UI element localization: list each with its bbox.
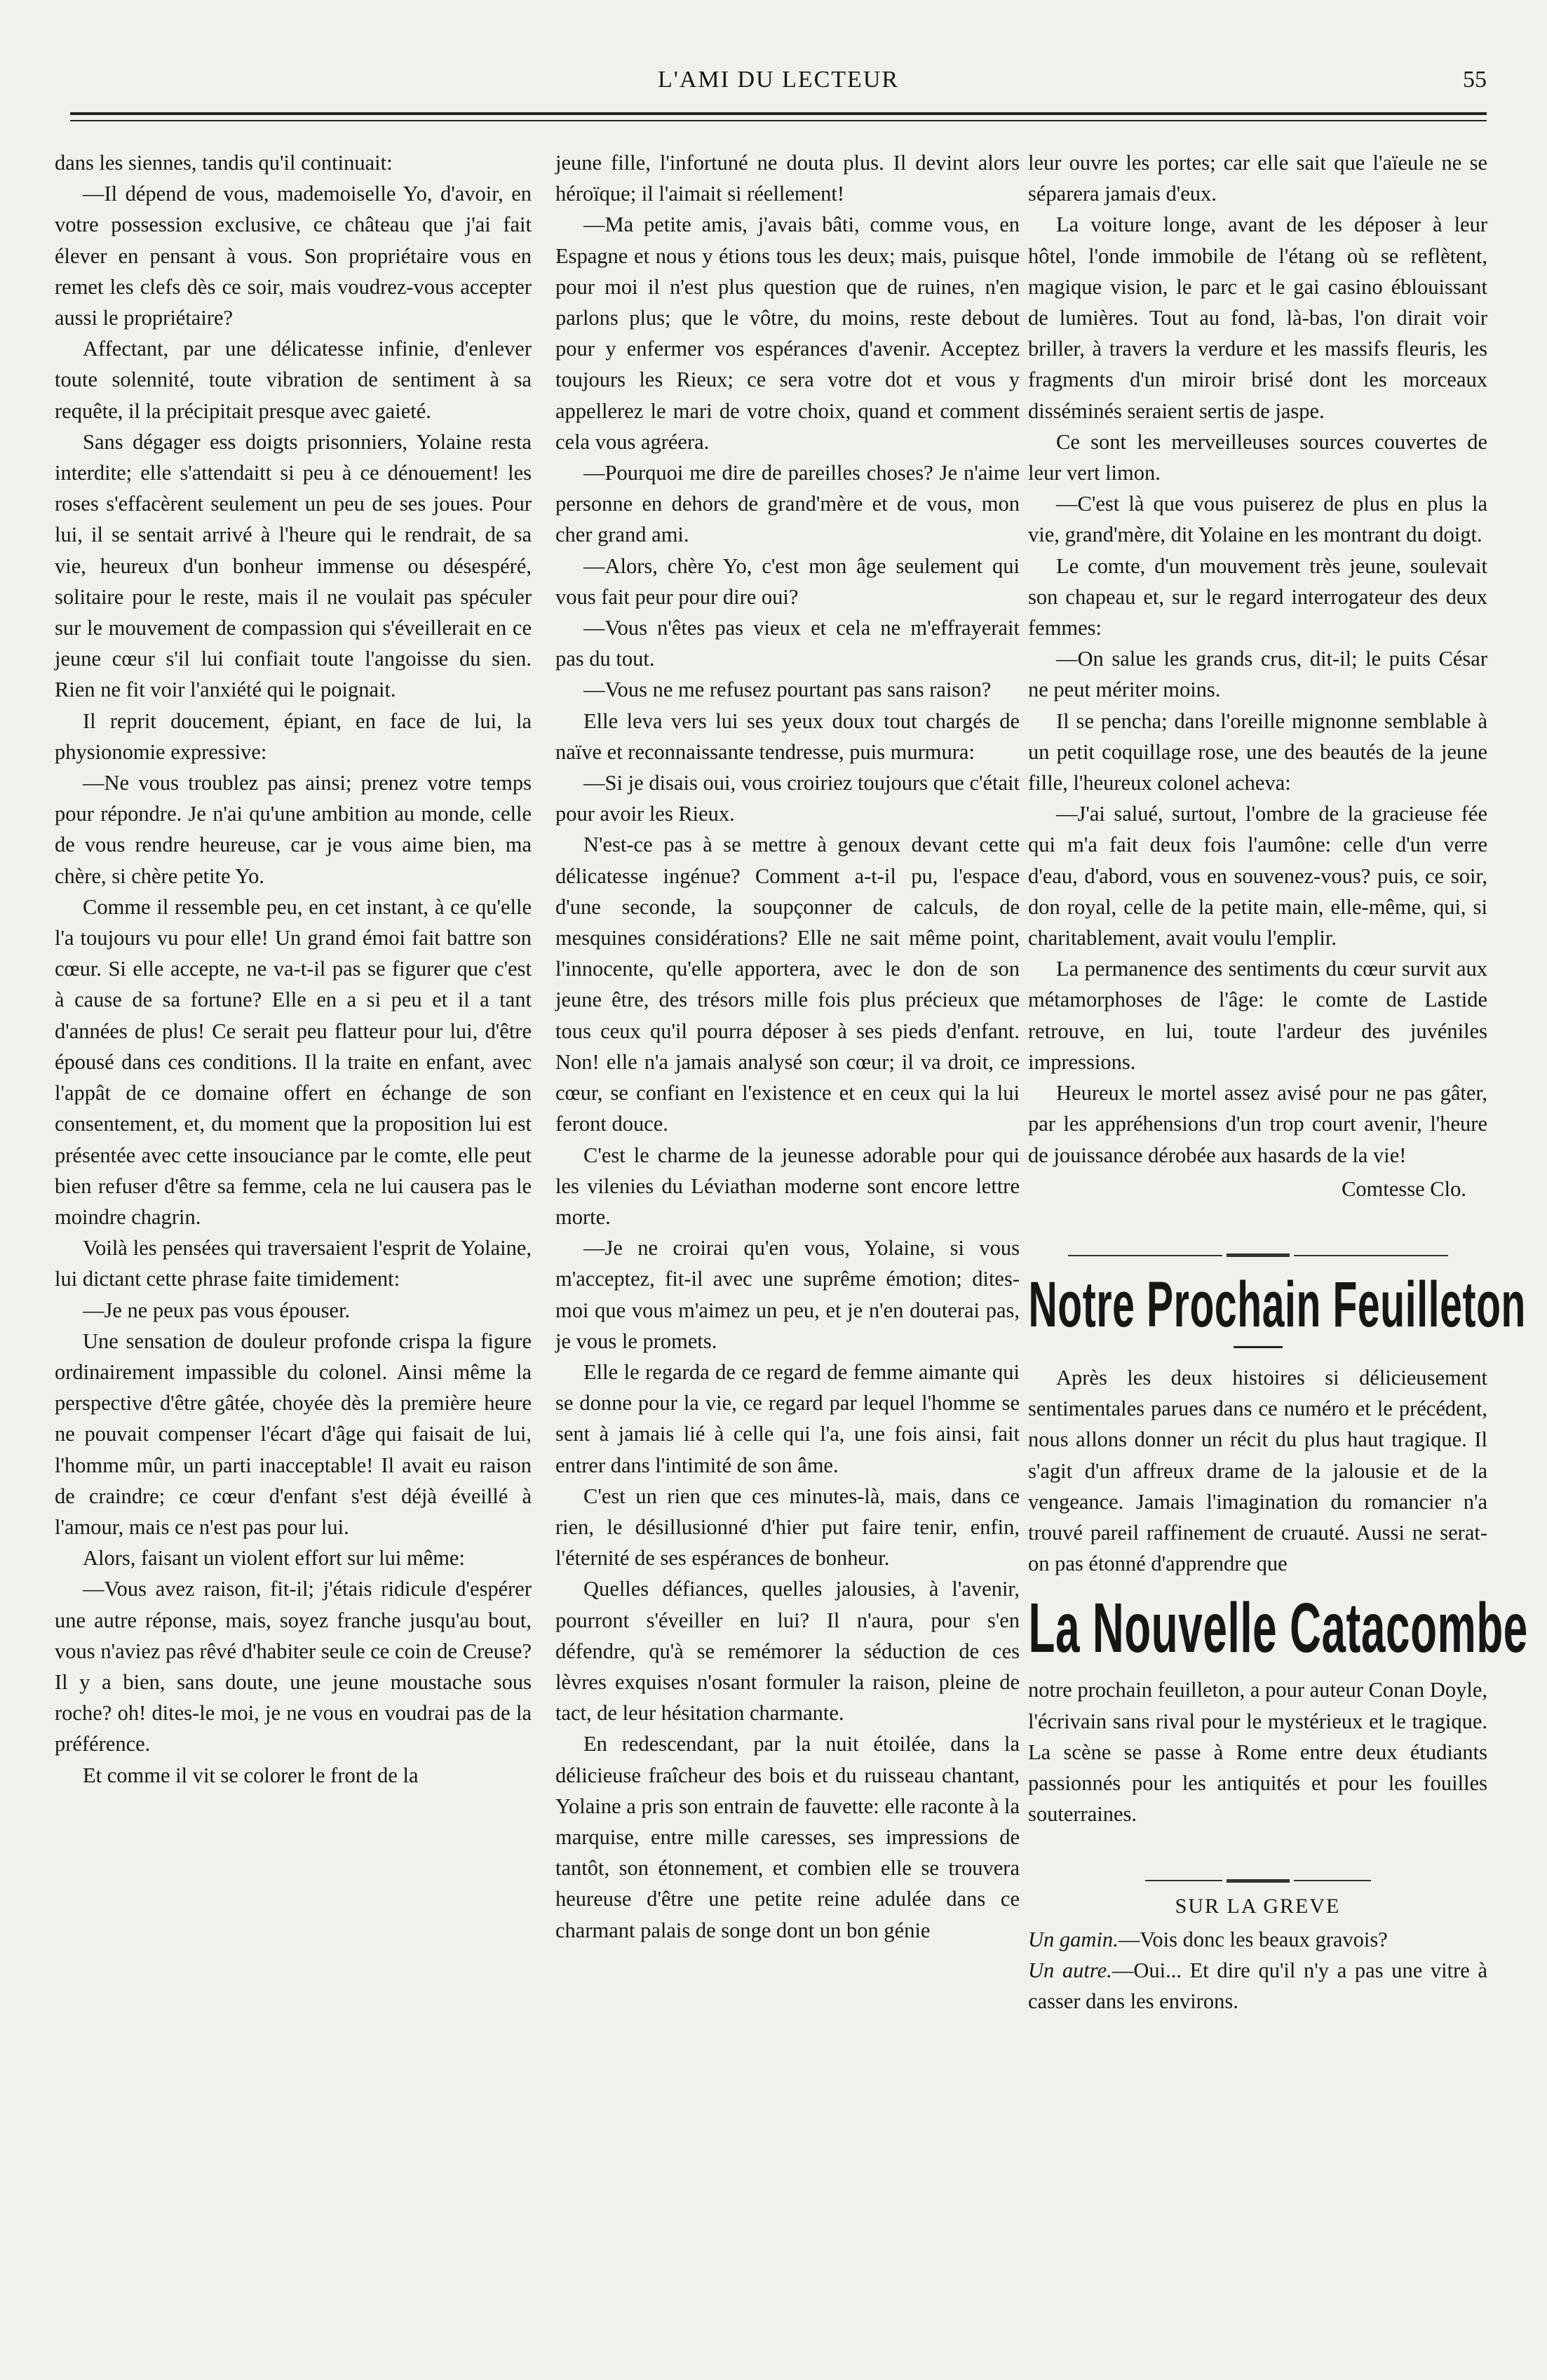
running-title: L'AMI DU LECTEUR [657, 67, 900, 93]
anecdote-line [1028, 1924, 1487, 1955]
paragraph: —Alors, chère Yo, c'est mon âge seulement qui vous fait peur pour dire oui? [555, 553, 1020, 609]
paragraph: —Je ne croirai qu'en vous, Yolaine, si vous m'acceptez, fit-il avec une suprême émotion; dites-moi que vous m'aimez un peu, et je n'en douterai pas, je vous le promets. [555, 1236, 1020, 1353]
anecdote-line [1028, 1955, 1487, 2017]
column-3 [1028, 147, 1528, 2017]
divider-line [1294, 1880, 1371, 1881]
paragraph: —Ma petite amis, j'avais bâti, comme vous, en Espagne et nous y étions tous les deux; mais, puisque pour moi il n'est plus question que de ruines, n'en parlons plus; que le vôtre, du moins, reste debout pour y enfermer vos espérances d'avenir. Acceptez toujours les Rieux; ce sera votre dot et vous y appellerez le mari de votre choix, quand et comment cela vous agréera. [555, 213, 1020, 454]
section-divider [1028, 1863, 1487, 1870]
feuilleton-title: La Nouvelle Catacombe [1028, 1589, 1528, 1668]
paragraph: En redescendant, par la nuit étoilée, dans la délicieuse fraîcheur des bois et du ruisseau chantant, Yolaine a pris son entrain de fauvette: elle raconte à la marquise, entre mille caresses, ses impressions de tantôt, son étonnement, et combien elle se trouvera heureuse d'être une petite reine adulée dans ce charmant palais de songe dont un bon génie [555, 1732, 1020, 1942]
paragraph: Ce sont les merveilleuses sources couvertes de leur vert limon. [1028, 429, 1487, 485]
anecdote-speaker: Un autre. [1028, 1958, 1112, 1982]
section-divider [1028, 1238, 1487, 1245]
feuilleton-headline: Notre Prochain Feuilleton [1028, 1268, 1527, 1340]
divider-line [1068, 1255, 1222, 1256]
paragraph: —On salue les grands crus, dit-il; le puits César ne peut mériter moins. [1028, 647, 1487, 702]
divider-line [1145, 1880, 1222, 1881]
divider-ornament [1227, 1879, 1290, 1883]
anecdote-speaker: Un gamin. [1028, 1927, 1119, 1951]
headline-underline [1234, 1346, 1283, 1348]
column-2 [555, 147, 1020, 1946]
paragraph: Et comme il vit se colorer le front de la [83, 1763, 419, 1787]
paragraph: C'est un rien que ces minutes-là, mais, dans ce rien, le désillusionné d'hier put faire tenir, enfin, l'éternité de ses espérances de bonheur. [555, 1484, 1020, 1571]
header-rule-thin [70, 120, 1487, 121]
page-header [70, 67, 1487, 109]
paragraph: Heureux le mortel assez avisé pour ne pas gâter, par les appréhensions d'un trop court avenir, l'heure de jouissance dérobée aux hasards de la vie! [1028, 1081, 1487, 1167]
paragraph: dans les siennes, tandis qu'il continuait: [55, 151, 393, 175]
paragraph: Elle le regarda de ce regard de femme aimante qui se donne pour la vie, ce regard par lequel l'homme se sent à jamais lié à celle qui l'a, une fois ainsi, fait entrer dans l'intimité de son âme. [555, 1359, 1020, 1477]
paragraph: Voilà les pensées qui traversaient l'esprit de Yolaine, lui dictant cette phrase faite timidement: [55, 1236, 532, 1291]
paragraph: —Vous ne me refusez pourtant pas sans raison? [583, 678, 992, 702]
paragraph: Alors, faisant un violent effort sur lui même: [83, 1546, 465, 1571]
paragraph: Elle leva vers lui ses yeux doux tout chargés de naïve et reconnaissante tendresse, puis murmura: [555, 708, 1020, 764]
paragraph: Il se pencha; dans l'oreille mignonne semblable à un petit coquillage rose, une des beautés de la jeune fille, l'heureux colonel acheva: [1028, 708, 1487, 795]
paragraph: —C'est là que vous puiserez de plus en plus la vie, grand'mère, dit Yolaine en les montrant du doigt. [1028, 492, 1487, 547]
paragraph: Sans dégager ess doigts prisonniers, Yolaine resta interdite; elle s'attendaitt si peu à ce dénouement! les roses s'effacèrent seulement un peu de ses joues. Pour lui, il se sentait arrivé à l'heure qui le rendrait, de sa vie, heureux d'un bonheur immense ou désespéré, solitaire pour le reste, mais il ne voulait pas spéculer sur le mouvement de compassion qui s'éveillerait en ce jeune cœur s'il lui confiait toute l'angoisse du sien. Rien ne fit voir l'anxiété qui le poignait. [55, 429, 532, 702]
divider-line [1294, 1255, 1448, 1256]
paragraph: —Je ne peux pas vous épouser. [83, 1298, 351, 1322]
paragraph: —Vous n'êtes pas vieux et cela ne m'effrayerait pas du tout. [555, 616, 1020, 671]
paragraph: Il reprit doucement, épiant, en face de lui, la physionomie expressive: [55, 708, 532, 764]
paragraph: Quelles défiances, quelles jalousies, à l'avenir, pourront s'éveiller en lui? Il n'aura, pour s'en défendre, qu'à se remémorer la séduction de ces lèvres exquises n'osant formuler la raison, pleine de tact, de leur hésitation charmante. [555, 1577, 1020, 1726]
paragraph: Affectant, par une délicatesse infinie, d'enlever toute solennité, toute vibration de sentiment à sa requête, il la précipitait presque avec gaieté. [55, 337, 532, 423]
paragraph: Le comte, d'un mouvement très jeune, soulevait son chapeau et, sur le regard interrogateur des deux femmes: [1028, 553, 1487, 640]
paragraph: —Ne vous troublez pas ainsi; prenez votre temps pour répondre. Je n'ai qu'une ambition au monde, celle de vous rendre heureuse, car je vous aime bien, ma chère, si chère petite Yo. [55, 771, 532, 888]
paragraph: —J'ai salué, surtout, l'ombre de la gracieuse fée qui m'a fait deux fois l'aumône: celle d'un verre d'eau, d'abord, vous en souvenez-vous? puis, ce soir, don royal, celle de la petite main, elle-même, qui, si charitablement, avait voulu l'emplir. [1028, 802, 1487, 950]
paragraph: La voiture longe, avant de les déposer à leur hôtel, l'onde immobile de l'étang où se reflètent, magique vision, le parc et le gai casino éblouissant de lumières. Tout au fond, là-bas, l'on dirait voir briller, à travers la verdure et les massifs fleuris, les fragments d'un miroir brisé dont les morceaux disséminés seraient sertis de jaspe. [1028, 213, 1487, 423]
paragraph: Une sensation de douleur profonde crispa la figure ordinairement impassible du colonel. Ainsi même la perspective d'être gâtée, choyée dès la première heure ne pouvait compenser l'écart d'âge qui faisait de lui, l'homme mûr, un parti inacceptable! Il avait eu raison de craindre; ce cœur d'enfant s'est déjà éveillé à l'amour, mais ce n'est pas pour lui. [55, 1329, 532, 1539]
paragraph: jeune fille, l'infortuné ne douta plus. Il devint alors héroïque; il l'aimait si réellement! [555, 151, 1020, 206]
anecdote-title: SUR LA GREVE [1175, 1895, 1341, 1918]
author-signature: Comtesse Clo. [1342, 1176, 1466, 1201]
anecdote-text: —Oui... Et dire qu'il n'y a pas une vitre à casser dans les environs. [1028, 1958, 1487, 2013]
paragraph: leur ouvre les portes; car elle sait que l'aïeule ne se séparera jamais d'eux. [1028, 151, 1487, 206]
column-1 [55, 147, 532, 1791]
paragraph: N'est-ce pas à se mettre à genoux devant cette délicatesse ingénue? Comment a-t-il pu, l'espace d'une seconde, la soupçonner de calculs, de mesquines considérations? Elle ne sait même point, l'innocente, qu'elle apportera, avec le don de son jeune être, des trésors mille fois plus précieux que tous ceux qu'il pourra déposer à ses pieds d'enfant. Non! elle n'a jamais analysé son cœur; il va droit, ce cœur, se confiant en l'existence et en ceux qui la lui feront douce. [555, 833, 1020, 1136]
paragraph: C'est le charme de la jeunesse adorable pour qui les vilenies du Léviathan moderne sont encore lettre morte. [555, 1143, 1020, 1229]
header-rule-thick [70, 112, 1487, 115]
page-number: 55 [1463, 67, 1487, 93]
paragraph: —Il dépend de vous, mademoiselle Yo, d'avoir, en votre possession exclusive, ce château que j'ai fait élever en pensant à vous. Son propriétaire vous en remet les clefs dès ce soir, mais voudrez-vous accepter aussi le propriétaire? [55, 182, 532, 330]
anecdote-text: —Vois donc les beaux gravois? [1118, 1927, 1388, 1951]
divider-ornament [1227, 1253, 1290, 1257]
paragraph: —Vous avez raison, fit-il; j'étais ridicule d'espérer une autre réponse, mais, soyez franche jusqu'au bout, vous n'aviez pas rêvé d'habiter seule ce coin de Creuse? Il y a bien, sans doute, une jeune moustache sous roche? oh! dites-le moi, je ne vous en voudrai pas de la préférence. [55, 1577, 532, 1756]
paragraph: La permanence des sentiments du cœur survit aux métamorphoses de l'âge: le comte de Lastide retrouve, en lui, toute l'ardeur des juvéniles impressions. [1028, 957, 1487, 1074]
paragraph: —Pourquoi me dire de pareilles choses? Je n'aime personne en dehors de grand'mère et de vous, mon cher grand ami. [555, 461, 1020, 547]
paragraph: Comme il ressemble peu, en cet instant, à ce qu'elle l'a toujours vu pour elle! Un grand émoi fait battre son cœur. Si elle accepte, ne va-t-il pas se figurer que c'est à cause de sa fortune? Elle en a si peu et il a tant d'années de plus! Ce serait peu flatteur pour lui, d'être épousé dans ces conditions. Il la traite en enfant, avec l'appât de ce domaine offert en échange de son consentement, et, du moment que la proposition lui est présentée avec cette insouciance par le comte, elle peut bien refuser d'être sa femme, cela ne lui causera pas le moindre chagrin. [55, 894, 532, 1229]
feuilleton-intro: Après les deux histoires si délicieusement sentimentales parues dans ce numéro et le précédent, nous allons donner un récit du plus haut tragique. Il s'agit d'un affreux drame de la jalousie et de la vengeance. Jamais l'imagination du romancier n'a trouvé pareil raffinement de cruauté. Aussi ne serat-on pas étonné d'apprendre que [1028, 1365, 1487, 1576]
paragraph: —Si je disais oui, vous croiriez toujours que c'était pour avoir les Rieux. [555, 771, 1020, 826]
feuilleton-body: notre prochain feuilleton, a pour auteur Conan Doyle, l'écrivain sans rival pour le mystérieux et le tragique. La scène se passe à Rome entre deux étudiants passionnés pour les antiquités et pour les fouilles souterraines. [1028, 1678, 1487, 1827]
